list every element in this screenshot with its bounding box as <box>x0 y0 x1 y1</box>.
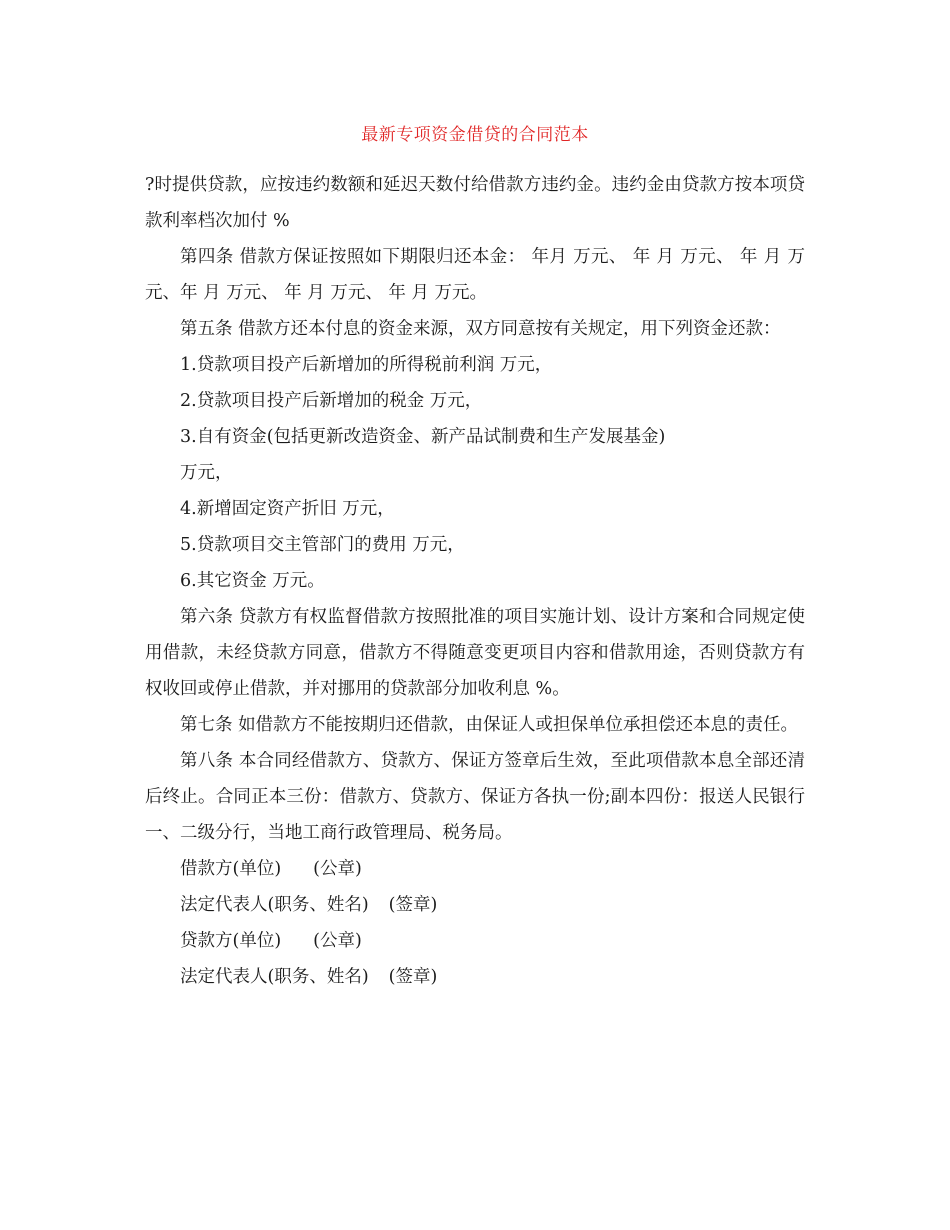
signature-line-borrower <box>145 851 805 887</box>
signature-line-lender <box>145 923 805 959</box>
signature-mark: (签章) <box>388 895 438 915</box>
signature-line-lender-rep <box>145 959 805 995</box>
signature-line-borrower-rep <box>145 887 805 923</box>
list-item: 6.其它资金 万元。 <box>180 571 325 591</box>
signature-mark: (公章) <box>313 931 362 951</box>
signature-label: 借款方(单位) <box>180 859 282 879</box>
article-8: 第八条 本合同经借款方、贷款方、保证方签章后生效，至此项借款本息全部还清后终止。合同正本三份：借款方、贷款方、保证方各执一份;副本四份：报送人民银行一、二级分行，当地工商行政管理局、税务局。 <box>145 751 805 843</box>
signature-label: 贷款方(单位) <box>180 931 282 951</box>
article-5: 第五条 借款方还本付息的资金来源，双方同意按有关规定，用下列资金还款： <box>180 319 781 339</box>
article-4: 第四条 借款方保证按照如下期限归还本金： 年月 万元、 年 月 万元、 年 月 万元、年 月 万元、 年 月 万元、 年 月 万元。 <box>145 247 805 303</box>
list-item: 5.贷款项目交主管部门的费用 万元， <box>180 535 465 555</box>
signature-mark: (签章) <box>388 967 438 987</box>
list-item: 3.自有资金(包括更新改造资金、新产品试制费和生产发展基金) <box>180 427 666 447</box>
list-item: 万元， <box>180 463 233 483</box>
article-7: 第七条 如借款方不能按期归还借款，由保证人或担保单位承担偿还本息的责任。 <box>180 715 799 735</box>
list-item: 1.贷款项目投产后新增加的所得税前利润 万元， <box>180 355 553 375</box>
signature-label: 法定代表人(职务、姓名) <box>180 895 369 915</box>
signature-mark: (公章) <box>313 859 362 879</box>
list-item: 4.新增固定资产折旧 万元， <box>180 499 395 519</box>
document-body <box>145 167 805 995</box>
paragraph-continued: ?时提供贷款，应按违约数额和延迟天数付给借款方违约金。违约金由贷款方按本项贷款利率档次加付 % <box>145 175 805 231</box>
document-title: 最新专项资金借贷的合同范本 <box>361 125 589 145</box>
article-6: 第六条 贷款方有权监督借款方按照批准的项目实施计划、设计方案和合同规定使用借款，未经贷款方同意，借款方不得随意变更项目内容和借款用途，否则贷款方有权收回或停止借款，并对挪用的贷款部分加收利息 %。 <box>145 607 805 699</box>
signature-label: 法定代表人(职务、姓名) <box>180 967 369 987</box>
list-item: 2.贷款项目投产后新增加的税金 万元， <box>180 391 483 411</box>
